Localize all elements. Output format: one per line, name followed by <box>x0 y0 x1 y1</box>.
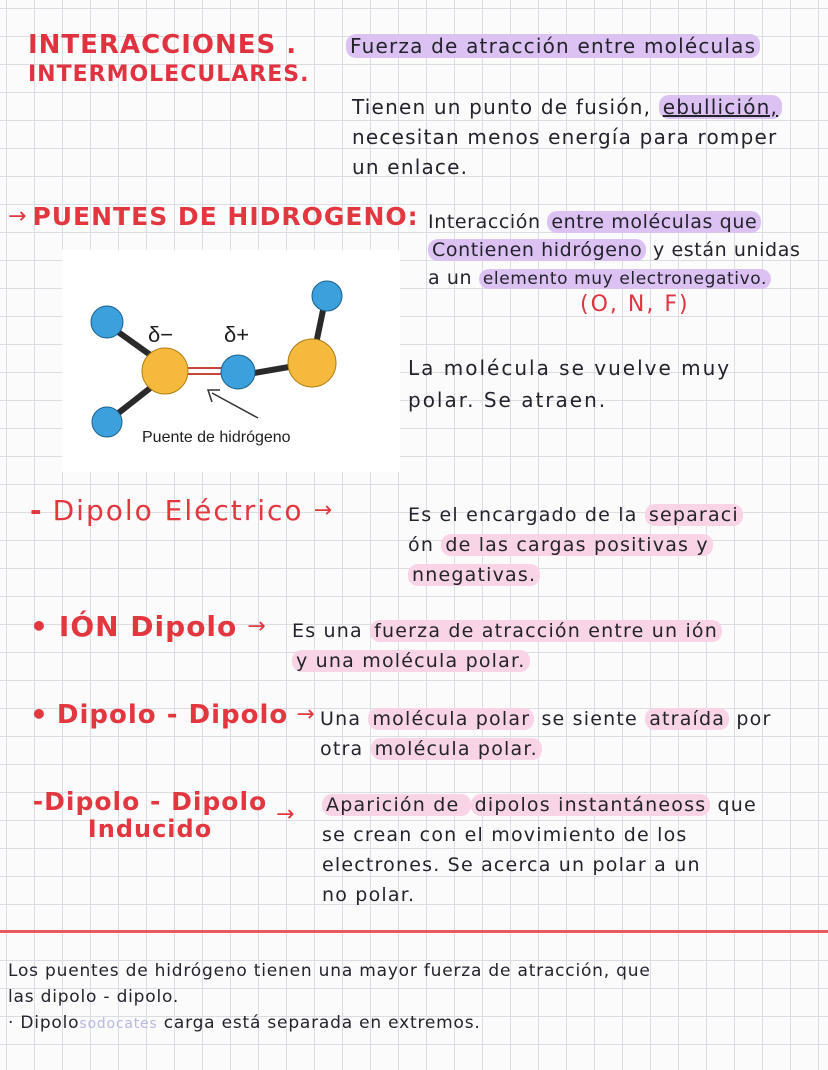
dipolo-inducido-title-1: -Dipolo - Dipolo <box>32 787 268 816</box>
dipolo-dipolo-title: Dipolo - Dipolo <box>56 699 289 730</box>
puentes-desc-1a: Interacción <box>428 211 548 233</box>
title-line-1: INTERACCIONES . <box>28 30 298 60</box>
dipolo-electrico-arrow: → <box>313 498 333 523</box>
puentes-result-2: polar. Se atraen. <box>408 388 608 412</box>
ion-dipolo-title: IÓN Dipolo <box>58 610 238 643</box>
note-line-1b: ebullición, <box>659 95 782 119</box>
dipolo-inducido-desc <box>322 790 826 910</box>
dipolo-dipolo-arrow: → <box>296 702 315 727</box>
dipolo-inducido-4: no polar. <box>322 884 416 906</box>
note-line-2: necesitan menos energía para romper <box>352 125 778 149</box>
dipolo-dipolo-1c: se siente <box>534 708 646 730</box>
dipolo-inducido-heading <box>30 788 270 842</box>
footer-notes <box>8 958 824 1037</box>
puentes-elements: (O, N, F) <box>580 292 690 317</box>
dipolo-inducido-3: electrones. Se acerca un polar a un <box>322 854 701 876</box>
header-note <box>352 92 812 182</box>
note-line-3: un enlace. <box>352 155 469 179</box>
ion-dipolo-2: y una molécula polar. <box>292 650 530 672</box>
footer-line-3b: carga está separada en extremos. <box>157 1013 481 1033</box>
dipolo-dipolo-heading <box>30 698 315 731</box>
title-line-2: INTERMOLECULARES. <box>28 62 310 87</box>
delta-plus-label: δ+ <box>224 322 250 347</box>
hydrogen-atom-left-top <box>91 306 123 338</box>
dipolo-electrico-3: nnegativas. <box>408 564 540 586</box>
hydrogen-bond-svg <box>62 250 400 472</box>
puentes-result <box>408 352 731 416</box>
puentes-result-1: La molécula se vuelve muy <box>408 356 732 380</box>
dipolo-electrico-2a: ón <box>408 534 442 556</box>
diagram-caption: Puente de hidrógeno <box>142 429 291 446</box>
dipolo-dipolo-1b: molécula polar <box>368 708 534 730</box>
pointer-line <box>212 393 258 418</box>
dipolo-inducido-1b: dipolos instantáneoss <box>471 794 711 816</box>
dipolo-electrico-1b: separaci <box>645 504 743 526</box>
ion-dipolo-1b: fuerza de atracción entre un ión <box>370 620 722 642</box>
ion-dipolo-bullet: • <box>30 610 49 643</box>
footer-line-3a: · Dipolo <box>8 1013 80 1033</box>
dipolo-dipolo-1d: atraída <box>645 708 729 730</box>
dipolo-electrico-title: Dipolo Eléctrico <box>52 494 304 527</box>
dipolo-inducido-1a: Aparición de <box>322 794 471 816</box>
puentes-description <box>428 208 828 293</box>
dipolo-electrico-bullet: - <box>30 494 43 527</box>
hydrogen-atom-right-top <box>312 281 342 311</box>
page-title <box>28 30 309 90</box>
footer-line-2: las dipolo - dipolo. <box>8 987 180 1007</box>
dipolo-dipolo-1a: Una <box>320 708 369 730</box>
definition <box>346 34 760 58</box>
puentes-heading <box>8 202 419 231</box>
ion-dipolo-1a: Es una <box>292 620 371 642</box>
dipolo-inducido-title-2: Inducido <box>87 815 213 843</box>
dipolo-inducido-arrow: → <box>276 802 295 827</box>
divider-line <box>0 930 828 933</box>
hydrogen-atom-middle <box>221 355 255 389</box>
footer-line-1: Los puentes de hidrógeno tienen una mayor fuerza de atracción, que <box>8 961 651 981</box>
dipolo-electrico-2b: de las cargas positivas y <box>441 534 713 556</box>
dipolo-dipolo-desc <box>320 704 826 764</box>
dipolo-dipolo-2a: otra <box>320 738 371 760</box>
dipolo-inducido-2: se crean con el movimiento de los <box>322 824 688 846</box>
dipolo-electrico-desc <box>408 500 826 590</box>
oxygen-atom-left <box>142 348 188 394</box>
puentes-desc-1b: entre moléculas que <box>547 211 761 233</box>
hydrogen-bond-diagram <box>62 250 400 472</box>
definition-text: Fuerza de atracción entre moléculas <box>346 34 760 58</box>
dipolo-dipolo-bullet: • <box>30 698 49 731</box>
delta-minus-label: δ− <box>148 322 174 347</box>
dipolo-electrico-1a: Es el encargado de la <box>408 504 645 526</box>
dipolo-electrico-heading <box>30 494 332 527</box>
ion-dipolo-arrow: → <box>247 614 266 639</box>
dipolo-dipolo-1e: por <box>729 708 772 730</box>
puentes-arrow: → <box>8 204 27 229</box>
puentes-desc-2b: y están unidas <box>646 239 801 261</box>
dipolo-dipolo-2b: molécula polar. <box>371 738 542 760</box>
footer-watermark: sodocates <box>79 1016 158 1032</box>
hydrogen-atom-left-bottom <box>92 407 122 437</box>
puentes-desc-3b: elemento muy electronegativo. <box>479 269 771 289</box>
dipolo-inducido-1c: que <box>710 794 757 816</box>
puentes-title: PUENTES DE HIDROGENO: <box>32 202 419 231</box>
note-line-1a: Tienen un punto de fusión, <box>352 95 659 119</box>
puentes-desc-2a: Contienen hidrógeno <box>428 239 646 261</box>
puentes-desc-3a: a un <box>428 267 479 289</box>
ion-dipolo-desc <box>292 616 826 676</box>
oxygen-atom-right <box>288 339 336 387</box>
ion-dipolo-heading <box>30 610 266 643</box>
